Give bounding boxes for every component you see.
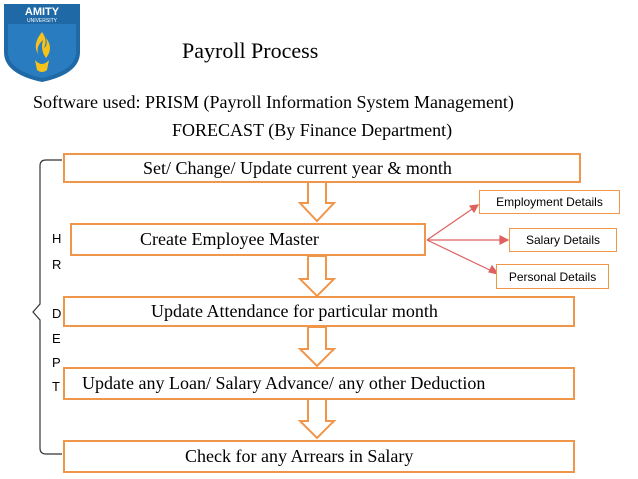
- dept-letter-r: R: [52, 257, 62, 272]
- flow-arrow-4: [300, 399, 334, 438]
- step-label: Check for any Arrears in Salary: [185, 446, 414, 466]
- connector-personal: [427, 240, 496, 273]
- step-label: Set/ Change/ Update current year & month: [143, 157, 452, 178]
- step-check-arrears: [63, 440, 575, 473]
- connector-employment: [427, 205, 478, 240]
- employment-details-box: [479, 190, 620, 214]
- page-title: Payroll Process: [182, 38, 319, 63]
- step-create-employee-master: [70, 223, 426, 256]
- step-update-deductions: [63, 367, 575, 400]
- step-label: Create Employee Master: [140, 229, 319, 249]
- flow-arrow-3: [300, 327, 334, 366]
- detail-label: Employment Details: [496, 195, 603, 209]
- dept-letter-d: D: [52, 306, 62, 321]
- flow-arrow-1: [300, 182, 334, 221]
- dept-letter-p: P: [52, 355, 61, 370]
- step-label: Update Attendance for particular month: [151, 301, 438, 321]
- flow-arrow-2: [300, 256, 334, 296]
- svg-text:AMITY: AMITY: [24, 6, 60, 18]
- dept-letter-e: E: [52, 331, 61, 346]
- software-line-1: Software used: PRISM (Payroll Information System Management): [33, 92, 514, 112]
- software-line-2: FORECAST (By Finance Department): [172, 120, 453, 140]
- dept-letter-h: H: [52, 231, 62, 246]
- step-label: Update any Loan/ Salary Advance/ any other Deduction: [82, 373, 486, 393]
- detail-label: Personal Details: [508, 269, 597, 284]
- detail-label: Salary Details: [525, 233, 601, 247]
- personal-details-box: [496, 264, 609, 289]
- svg-text:UNIVERSITY: UNIVERSITY: [26, 18, 58, 24]
- dept-letter-t: T: [52, 379, 60, 394]
- step-set-year-month: [63, 153, 581, 183]
- step-update-attendance: [63, 296, 575, 327]
- salary-details-box: [509, 228, 617, 252]
